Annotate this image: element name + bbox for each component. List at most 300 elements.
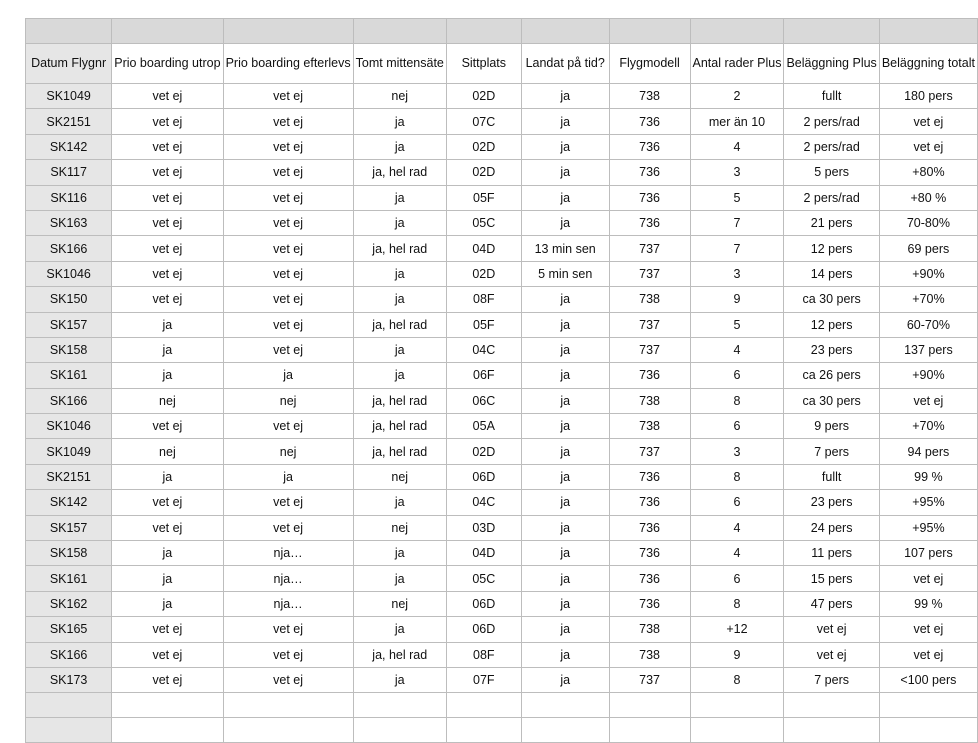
table-cell[interactable]: ja — [521, 160, 609, 185]
flight-number-cell[interactable]: SK117 — [26, 160, 112, 185]
table-cell[interactable]: nej — [223, 388, 353, 413]
table-cell[interactable]: 7 pers — [784, 667, 879, 692]
table-cell[interactable]: +90% — [879, 261, 977, 286]
table-cell[interactable]: 06D — [446, 464, 521, 489]
table-cell[interactable]: ca 30 pers — [784, 287, 879, 312]
table-cell[interactable]: 08F — [446, 287, 521, 312]
empty-row — [26, 693, 978, 718]
flight-number-cell[interactable]: SK163 — [26, 210, 112, 235]
empty-cell[interactable] — [879, 718, 977, 743]
header-cell[interactable]: Datum Flygnr — [26, 44, 112, 84]
table-cell[interactable]: ja — [112, 312, 223, 337]
table-cell[interactable]: 11 pers — [784, 541, 879, 566]
table-cell[interactable]: 06D — [446, 591, 521, 616]
table-cell[interactable]: vet ej — [223, 642, 353, 667]
flight-number-cell[interactable]: SK166 — [26, 236, 112, 261]
table-cell[interactable]: 02D — [446, 160, 521, 185]
table-cell[interactable]: ja, hel rad — [353, 160, 446, 185]
table-cell[interactable]: 04C — [446, 337, 521, 362]
header-cell[interactable]: Tomt mittensäte — [353, 44, 446, 84]
empty-cell[interactable] — [521, 693, 609, 718]
table-cell[interactable]: ja — [353, 617, 446, 642]
table-cell[interactable]: vet ej — [112, 134, 223, 159]
table-cell[interactable]: 15 pers — [784, 566, 879, 591]
table-cell[interactable]: 07C — [446, 109, 521, 134]
table-cell[interactable]: ja — [521, 617, 609, 642]
band-cell[interactable] — [26, 19, 112, 44]
table-cell[interactable]: nej — [353, 515, 446, 540]
flight-number-cell[interactable]: SK173 — [26, 667, 112, 692]
table-cell[interactable]: ja — [353, 490, 446, 515]
table-cell[interactable]: 5 — [690, 312, 784, 337]
table-cell[interactable]: vet ej — [112, 414, 223, 439]
table-cell[interactable]: ja — [353, 109, 446, 134]
table-cell[interactable]: 6 — [690, 490, 784, 515]
table-cell[interactable]: vet ej — [879, 642, 977, 667]
table-cell[interactable]: 737 — [609, 667, 690, 692]
table-cell[interactable]: 6 — [690, 414, 784, 439]
table-row — [26, 464, 978, 489]
table-cell[interactable]: ja — [112, 591, 223, 616]
table-cell[interactable]: ja — [521, 464, 609, 489]
table-cell[interactable]: 08F — [446, 642, 521, 667]
table-cell[interactable]: 21 pers — [784, 210, 879, 235]
flight-number-cell[interactable]: SK165 — [26, 617, 112, 642]
table-row — [26, 388, 978, 413]
table-cell[interactable]: 737 — [609, 312, 690, 337]
table-cell[interactable]: ja — [353, 363, 446, 388]
table-cell[interactable]: vet ej — [223, 84, 353, 109]
table-cell[interactable]: ja — [353, 261, 446, 286]
table-cell[interactable]: vet ej — [879, 566, 977, 591]
table-cell[interactable]: 05F — [446, 312, 521, 337]
table-cell[interactable]: ja — [112, 541, 223, 566]
table-cell[interactable]: 736 — [609, 109, 690, 134]
empty-cell[interactable] — [353, 693, 446, 718]
band-cell[interactable] — [223, 19, 353, 44]
table-cell[interactable]: ca 26 pers — [784, 363, 879, 388]
table-row — [26, 490, 978, 515]
table-cell[interactable]: 107 pers — [879, 541, 977, 566]
table-cell[interactable]: 05A — [446, 414, 521, 439]
table-cell[interactable]: vet ej — [879, 109, 977, 134]
table-cell[interactable]: ja — [521, 667, 609, 692]
table-cell[interactable]: 736 — [609, 464, 690, 489]
table-cell[interactable]: vet ej — [223, 617, 353, 642]
table-cell[interactable]: ja — [521, 134, 609, 159]
table-cell[interactable]: 738 — [609, 84, 690, 109]
empty-cell[interactable] — [690, 718, 784, 743]
table-cell[interactable]: 736 — [609, 363, 690, 388]
table-cell[interactable]: 7 — [690, 236, 784, 261]
table-cell[interactable]: 8 — [690, 591, 784, 616]
table-cell[interactable]: 7 pers — [784, 439, 879, 464]
flight-number-cell[interactable]: SK166 — [26, 642, 112, 667]
table-cell[interactable]: 06D — [446, 617, 521, 642]
table-cell[interactable]: 12 pers — [784, 236, 879, 261]
flight-number-cell[interactable]: SK162 — [26, 591, 112, 616]
table-cell[interactable]: 13 min sen — [521, 236, 609, 261]
table-cell[interactable]: 2 — [690, 84, 784, 109]
band-cell[interactable] — [784, 19, 879, 44]
table-cell[interactable]: 4 — [690, 515, 784, 540]
table-row — [26, 414, 978, 439]
table-cell[interactable]: ja — [521, 591, 609, 616]
table-row — [26, 185, 978, 210]
table-cell[interactable]: ja — [223, 363, 353, 388]
empty-cell[interactable] — [446, 693, 521, 718]
table-cell[interactable]: nej — [112, 388, 223, 413]
flight-number-cell[interactable]: SK1049 — [26, 439, 112, 464]
table-cell[interactable]: ja — [353, 667, 446, 692]
table-cell[interactable]: ja — [521, 84, 609, 109]
table-cell[interactable]: fullt — [784, 464, 879, 489]
empty-cell[interactable] — [521, 718, 609, 743]
table-cell[interactable]: 738 — [609, 642, 690, 667]
table-cell[interactable]: ja — [521, 439, 609, 464]
empty-cell[interactable] — [784, 718, 879, 743]
table-cell[interactable]: 14 pers — [784, 261, 879, 286]
table-cell[interactable]: 6 — [690, 566, 784, 591]
table-cell[interactable]: ja — [521, 337, 609, 362]
table-cell[interactable]: ja — [521, 490, 609, 515]
table-cell[interactable]: 06C — [446, 388, 521, 413]
table-cell[interactable]: ja — [521, 566, 609, 591]
table-cell[interactable]: 99 % — [879, 591, 977, 616]
table-cell[interactable]: vet ej — [784, 617, 879, 642]
table-cell[interactable]: 4 — [690, 541, 784, 566]
table-cell[interactable]: 02D — [446, 439, 521, 464]
table-cell[interactable]: nej — [353, 591, 446, 616]
empty-cell[interactable] — [223, 718, 353, 743]
empty-cell[interactable] — [609, 693, 690, 718]
table-cell[interactable]: ja — [353, 134, 446, 159]
table-row — [26, 134, 978, 159]
table-cell[interactable]: vet ej — [112, 287, 223, 312]
header-cell[interactable]: Beläggning totalt — [879, 44, 977, 84]
table-cell[interactable]: vet ej — [112, 515, 223, 540]
table-cell[interactable]: 4 — [690, 337, 784, 362]
empty-cell[interactable] — [112, 718, 223, 743]
header-cell[interactable]: Antal rader Plus — [690, 44, 784, 84]
table-cell[interactable]: nej — [112, 439, 223, 464]
table-cell[interactable]: vet ej — [223, 109, 353, 134]
table-row — [26, 236, 978, 261]
table-cell[interactable]: +95% — [879, 490, 977, 515]
table-cell[interactable]: 737 — [609, 439, 690, 464]
table-cell[interactable]: ja — [521, 363, 609, 388]
table-cell[interactable]: 8 — [690, 667, 784, 692]
table-cell[interactable]: +70% — [879, 414, 977, 439]
flight-number-cell[interactable]: SK2151 — [26, 109, 112, 134]
table-cell[interactable]: 04C — [446, 490, 521, 515]
table-cell[interactable]: ja — [112, 337, 223, 362]
table-cell[interactable]: 7 — [690, 210, 784, 235]
band-cell[interactable] — [353, 19, 446, 44]
table-cell[interactable]: 3 — [690, 439, 784, 464]
table-cell[interactable]: <100 pers — [879, 667, 977, 692]
table-cell[interactable]: 23 pers — [784, 337, 879, 362]
table-cell[interactable]: 736 — [609, 591, 690, 616]
table-cell[interactable]: 736 — [609, 566, 690, 591]
table-cell[interactable]: 738 — [609, 287, 690, 312]
table-row — [26, 337, 978, 362]
table-cell[interactable]: 5 pers — [784, 160, 879, 185]
table-cell[interactable]: 05C — [446, 210, 521, 235]
header-cell[interactable]: Prio boarding utrop — [112, 44, 223, 84]
empty-cell[interactable] — [784, 693, 879, 718]
table-cell[interactable]: +95% — [879, 515, 977, 540]
table-cell[interactable]: 3 — [690, 160, 784, 185]
table-cell[interactable]: 2 pers/rad — [784, 109, 879, 134]
table-cell[interactable]: 2 pers/rad — [784, 185, 879, 210]
table-cell[interactable]: 4 — [690, 134, 784, 159]
table-cell[interactable]: ca 30 pers — [784, 388, 879, 413]
table-cell[interactable]: 04D — [446, 236, 521, 261]
table-cell[interactable]: ja — [353, 337, 446, 362]
band-cell[interactable] — [609, 19, 690, 44]
table-row — [26, 312, 978, 337]
table-cell[interactable]: ja, hel rad — [353, 642, 446, 667]
table-cell[interactable]: 03D — [446, 515, 521, 540]
table-cell[interactable]: 9 pers — [784, 414, 879, 439]
table-cell[interactable]: 9 — [690, 287, 784, 312]
table-cell[interactable]: 736 — [609, 134, 690, 159]
table-cell[interactable]: 60-70% — [879, 312, 977, 337]
table-cell[interactable]: ja — [353, 287, 446, 312]
table-cell[interactable]: vet ej — [112, 160, 223, 185]
table-cell[interactable]: ja, hel rad — [353, 236, 446, 261]
table-row — [26, 566, 978, 591]
table-cell[interactable]: vet ej — [223, 210, 353, 235]
table-cell[interactable]: ja, hel rad — [353, 312, 446, 337]
table-cell[interactable]: ja — [353, 541, 446, 566]
table-cell[interactable]: ja — [521, 541, 609, 566]
table-cell[interactable]: ja — [521, 414, 609, 439]
empty-cell[interactable] — [223, 693, 353, 718]
empty-cell[interactable] — [26, 718, 112, 743]
table-cell[interactable]: 02D — [446, 261, 521, 286]
table-cell[interactable]: 02D — [446, 134, 521, 159]
table-cell[interactable]: 736 — [609, 210, 690, 235]
table-cell[interactable]: +12 — [690, 617, 784, 642]
table-cell[interactable]: vet ej — [112, 642, 223, 667]
flight-number-cell[interactable]: SK1049 — [26, 84, 112, 109]
table-cell[interactable]: +90% — [879, 363, 977, 388]
table-cell[interactable]: 06F — [446, 363, 521, 388]
table-cell[interactable]: 94 pers — [879, 439, 977, 464]
table-cell[interactable]: 738 — [609, 617, 690, 642]
header-cell[interactable]: Flygmodell — [609, 44, 690, 84]
table-cell[interactable]: mer än 10 — [690, 109, 784, 134]
table-cell[interactable]: nja… — [223, 541, 353, 566]
flight-number-cell[interactable]: SK116 — [26, 185, 112, 210]
table-cell[interactable]: 6 — [690, 363, 784, 388]
table-cell[interactable]: vet ej — [879, 388, 977, 413]
table-cell[interactable]: 737 — [609, 236, 690, 261]
table-cell[interactable]: ja, hel rad — [353, 388, 446, 413]
table-cell[interactable]: 736 — [609, 541, 690, 566]
table-cell[interactable]: 5 min sen — [521, 261, 609, 286]
table-cell[interactable]: vet ej — [112, 667, 223, 692]
table-cell[interactable]: ja — [521, 109, 609, 134]
table-cell[interactable]: 8 — [690, 388, 784, 413]
table-cell[interactable]: vet ej — [223, 236, 353, 261]
flight-number-cell[interactable]: SK161 — [26, 566, 112, 591]
table-cell[interactable]: vet ej — [223, 134, 353, 159]
table-row — [26, 160, 978, 185]
table-cell[interactable]: vet ej — [223, 414, 353, 439]
table-cell[interactable]: 2 pers/rad — [784, 134, 879, 159]
flight-number-cell[interactable]: SK1046 — [26, 414, 112, 439]
table-cell[interactable]: vet ej — [223, 667, 353, 692]
empty-row — [26, 718, 978, 743]
table-cell[interactable]: 8 — [690, 464, 784, 489]
table-cell[interactable]: 9 — [690, 642, 784, 667]
header-row — [26, 44, 978, 84]
header-cell[interactable]: Prio boarding efterlevs — [223, 44, 353, 84]
table-cell[interactable]: vet ej — [112, 490, 223, 515]
table-row — [26, 109, 978, 134]
flight-number-cell[interactable]: SK157 — [26, 515, 112, 540]
table-cell[interactable]: vet ej — [223, 515, 353, 540]
table-cell[interactable]: ja, hel rad — [353, 439, 446, 464]
flight-number-cell[interactable]: SK157 — [26, 312, 112, 337]
table-cell[interactable]: vet ej — [784, 642, 879, 667]
table-cell[interactable]: nej — [353, 464, 446, 489]
header-cell[interactable]: Beläggning Plus — [784, 44, 879, 84]
band-cell[interactable] — [446, 19, 521, 44]
table-cell[interactable]: ja — [112, 566, 223, 591]
table-cell[interactable]: ja — [223, 464, 353, 489]
band-cell[interactable] — [521, 19, 609, 44]
table-cell[interactable]: ja — [521, 642, 609, 667]
table-cell[interactable]: vet ej — [112, 185, 223, 210]
band-cell[interactable] — [112, 19, 223, 44]
empty-cell[interactable] — [26, 693, 112, 718]
table-cell[interactable]: 05C — [446, 566, 521, 591]
table-cell[interactable]: 3 — [690, 261, 784, 286]
table-cell[interactable]: +80 % — [879, 185, 977, 210]
table-cell[interactable]: vet ej — [112, 109, 223, 134]
table-cell[interactable]: vet ej — [879, 134, 977, 159]
flight-number-cell[interactable]: SK2151 — [26, 464, 112, 489]
empty-cell[interactable] — [609, 718, 690, 743]
table-cell[interactable]: 5 — [690, 185, 784, 210]
table-cell[interactable]: 737 — [609, 261, 690, 286]
table-cell[interactable]: 24 pers — [784, 515, 879, 540]
table-cell[interactable]: vet ej — [223, 312, 353, 337]
table-cell[interactable]: 738 — [609, 388, 690, 413]
table-cell[interactable]: ja — [353, 566, 446, 591]
flight-number-cell[interactable]: SK166 — [26, 388, 112, 413]
table-cell[interactable]: ja — [112, 363, 223, 388]
band-cell[interactable] — [690, 19, 784, 44]
table-cell[interactable]: ja — [521, 515, 609, 540]
table-cell[interactable]: 02D — [446, 84, 521, 109]
header-cell[interactable]: Landat på tid? — [521, 44, 609, 84]
table-cell[interactable]: 05F — [446, 185, 521, 210]
table-cell[interactable]: 737 — [609, 337, 690, 362]
table-row — [26, 363, 978, 388]
flight-number-cell[interactable]: SK1046 — [26, 261, 112, 286]
table-cell[interactable]: 738 — [609, 414, 690, 439]
table-row — [26, 261, 978, 286]
empty-cell[interactable] — [446, 718, 521, 743]
table-cell[interactable]: vet ej — [879, 617, 977, 642]
table-cell[interactable]: fullt — [784, 84, 879, 109]
flight-number-cell[interactable]: SK142 — [26, 134, 112, 159]
table-cell[interactable]: nej — [223, 439, 353, 464]
band-cell[interactable] — [879, 19, 977, 44]
table-row — [26, 667, 978, 692]
table-cell[interactable]: 69 pers — [879, 236, 977, 261]
table-cell[interactable]: 04D — [446, 541, 521, 566]
table-cell[interactable]: vet ej — [223, 337, 353, 362]
table-cell[interactable]: 736 — [609, 160, 690, 185]
flight-number-cell[interactable]: SK150 — [26, 287, 112, 312]
table-cell[interactable]: 12 pers — [784, 312, 879, 337]
table-cell[interactable]: ja — [353, 210, 446, 235]
flight-number-cell[interactable]: SK142 — [26, 490, 112, 515]
table-cell[interactable]: vet ej — [223, 261, 353, 286]
empty-cell[interactable] — [112, 693, 223, 718]
table-cell[interactable]: 736 — [609, 490, 690, 515]
table-cell[interactable]: ja — [521, 210, 609, 235]
table-cell[interactable]: nja… — [223, 566, 353, 591]
table-cell[interactable]: 23 pers — [784, 490, 879, 515]
table-cell[interactable]: ja — [521, 185, 609, 210]
table-cell[interactable]: 180 pers — [879, 84, 977, 109]
table-cell[interactable]: vet ej — [112, 210, 223, 235]
table-cell[interactable]: ja, hel rad — [353, 414, 446, 439]
table-cell[interactable]: 99 % — [879, 464, 977, 489]
table-cell[interactable]: vet ej — [112, 84, 223, 109]
table-cell[interactable]: vet ej — [112, 261, 223, 286]
table-cell[interactable]: 736 — [609, 185, 690, 210]
table-cell[interactable]: ja — [521, 287, 609, 312]
table-cell[interactable]: nja… — [223, 591, 353, 616]
table-cell[interactable]: 47 pers — [784, 591, 879, 616]
flight-number-cell[interactable]: SK158 — [26, 337, 112, 362]
flight-number-cell[interactable]: SK158 — [26, 541, 112, 566]
table-cell[interactable]: 70-80% — [879, 210, 977, 235]
spreadsheet-table — [25, 18, 978, 743]
empty-cell[interactable] — [879, 693, 977, 718]
table-cell[interactable]: vet ej — [223, 185, 353, 210]
header-cell[interactable]: Sittplats — [446, 44, 521, 84]
table-cell[interactable]: vet ej — [223, 287, 353, 312]
empty-cell[interactable] — [690, 693, 784, 718]
table-row — [26, 617, 978, 642]
empty-cell[interactable] — [353, 718, 446, 743]
table-cell[interactable]: vet ej — [112, 617, 223, 642]
table-cell[interactable]: nej — [353, 84, 446, 109]
table-cell[interactable]: 07F — [446, 667, 521, 692]
table-cell[interactable]: vet ej — [223, 490, 353, 515]
table-cell[interactable]: ja — [353, 185, 446, 210]
table-cell[interactable]: 137 pers — [879, 337, 977, 362]
table-cell[interactable]: +80% — [879, 160, 977, 185]
table-cell[interactable]: +70% — [879, 287, 977, 312]
table-cell[interactable]: ja — [112, 464, 223, 489]
flight-number-cell[interactable]: SK161 — [26, 363, 112, 388]
table-cell[interactable]: ja — [521, 312, 609, 337]
table-cell[interactable]: ja — [521, 388, 609, 413]
table-cell[interactable]: vet ej — [223, 160, 353, 185]
table-cell[interactable]: 736 — [609, 515, 690, 540]
table-cell[interactable]: vet ej — [112, 236, 223, 261]
